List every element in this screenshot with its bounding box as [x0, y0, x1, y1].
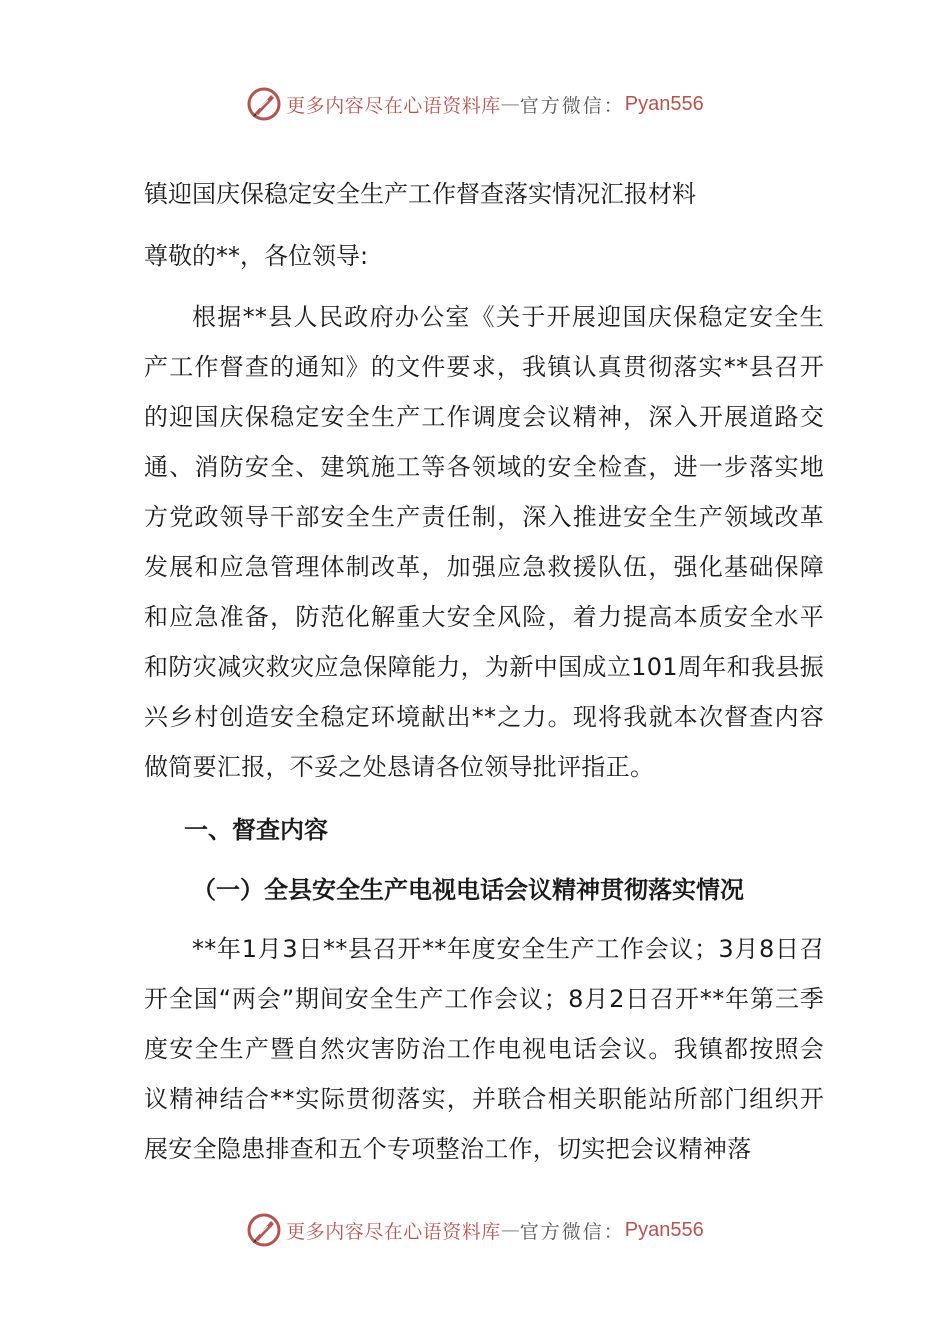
subsection-paragraph: **年1月3日**县召开**年度安全生产工作会议；3月8日召开全国“两会”期间安全生产工作会议；8月2日召开**年第三季度安全生产暨自然灾害防治工作电视电话会议。我镇都按照会议精神结合**实际贯彻落实，并联合相关职能站所部门组织开展安全隐患排查和五个专项整治工作，切实把会议精神落 — [144, 935, 824, 1163]
salutation: 尊敬的**，各位领导: — [144, 242, 369, 270]
watermark-official-label: 官方微信： — [519, 94, 625, 117]
subsection-heading: （一）全县安全生产电视电话会议精神贯彻落实情况 — [192, 876, 744, 904]
quill-pen-logo-icon — [246, 86, 282, 122]
header-watermark — [0, 84, 950, 124]
footer-watermark — [0, 1210, 950, 1250]
watermark-separator: — — [500, 1219, 520, 1241]
watermark-slogan: 更多内容尽在心语资料库 — [286, 1220, 501, 1243]
intro-paragraph: 根据**县人民政府办公室《关于开展迎国庆保稳定安全生产工作督查的通知》的文件要求，我镇认真贯彻落实**县召开的迎国庆保稳定安全生产工作调度会议精神，深入开展道路交通、消防安全、建筑施工等各领域的安全检查，进一步落实地方党政领导干部安全生产责任制，深入推进安全生产领域改革发展和应急管理体制改革，加强应急救援队伍，强化基础保障和应急准备，防范化解重大安全风险，着力提高本质安全水平和防灾减灾救灾应急保障能力，为新中国成立101周年和我县振兴乡村创造安全稳定环境献出**之力。现将我就本次督查内容做简要汇报，不妥之处恳请各位领导批评指正。 — [144, 303, 824, 781]
watermark-official-label: 官方微信： — [519, 1220, 625, 1243]
watermark-account-id: Pyan556 — [624, 1218, 704, 1241]
watermark-account-id: Pyan556 — [624, 92, 704, 115]
document-title: 镇迎国庆保稳定安全生产工作督查落实情况汇报材料 — [144, 180, 696, 208]
watermark-slogan: 更多内容尽在心语资料库 — [286, 94, 501, 117]
section-heading: 一、督查内容 — [184, 816, 328, 844]
quill-pen-logo-icon — [246, 1212, 282, 1248]
watermark-separator: — — [500, 93, 520, 115]
document-body — [144, 170, 824, 1174]
